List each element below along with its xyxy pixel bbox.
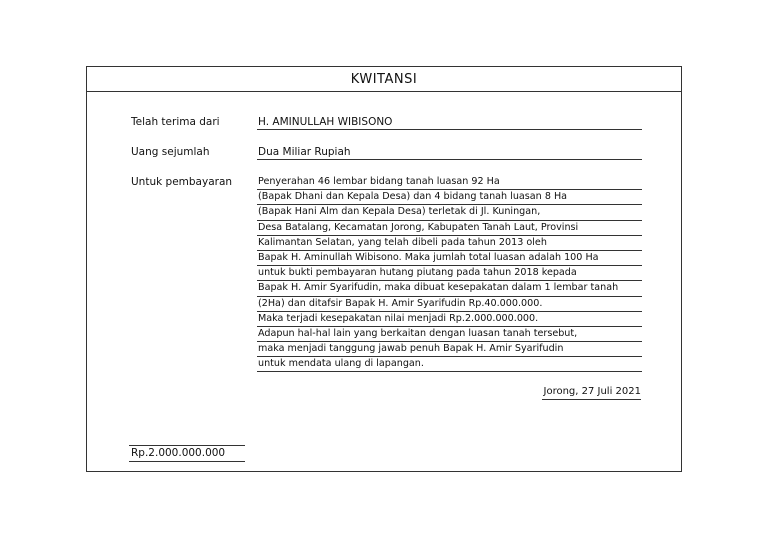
payment-line: Adapun hal-hal lain yang berkaitan dengan luasan tanah tersebut, — [257, 327, 642, 342]
amount-figure: Rp.2.000.000.000 — [129, 445, 245, 462]
amount-in-words-value: Dua Miliar Rupiah — [257, 145, 642, 160]
payment-line: (Bapak Dhani dan Kepala Desa) dan 4 bidang tanah luasan 8 Ha — [257, 190, 642, 205]
payment-line: Desa Batalang, Kecamatan Jorong, Kabupaten Tanah Laut, Provinsi — [257, 221, 642, 236]
payment-line: (2Ha) dan ditafsir Bapak H. Amir Syarifudin Rp.40.000.000. — [257, 297, 642, 312]
payment-line: Maka terjadi kesepakatan nilai menjadi Rp.2.000.000.000. — [257, 312, 642, 327]
received-from-label: Telah terima dari — [131, 116, 220, 128]
payment-for-label: Untuk pembayaran — [131, 176, 233, 188]
payment-line: Bapak H. Aminullah Wibisono. Maka jumlah total luasan adalah 100 Ha — [257, 251, 642, 266]
receipt-title: KWITANSI — [350, 71, 418, 87]
payment-line: Bapak H. Amir Syarifudin, maka dibuat kesepakatan dalam 1 lembar tanah — [257, 281, 642, 296]
payment-line: untuk mendata ulang di lapangan. — [257, 357, 642, 372]
amount-in-words-label: Uang sejumlah — [131, 146, 210, 158]
received-from-value: H. AMINULLAH WIBISONO — [257, 115, 642, 130]
payment-line: Kalimantan Selatan, yang telah dibeli pada tahun 2013 oleh — [257, 236, 642, 251]
payment-line: maka menjadi tanggung jawab penuh Bapak H. Amir Syarifudin — [257, 342, 642, 357]
payment-line: untuk bukti pembayaran hutang piutang pada tahun 2018 kepada — [257, 266, 642, 281]
place-date: Jorong, 27 Juli 2021 — [542, 385, 642, 400]
payment-description — [257, 175, 642, 372]
receipt-form — [86, 66, 682, 472]
payment-line: Penyerahan 46 lembar bidang tanah luasan 92 Ha — [257, 175, 642, 190]
payment-line: (Bapak Hani Alm dan Kepala Desa) terletak di Jl. Kuningan, — [257, 205, 642, 220]
title-bar — [87, 67, 681, 92]
